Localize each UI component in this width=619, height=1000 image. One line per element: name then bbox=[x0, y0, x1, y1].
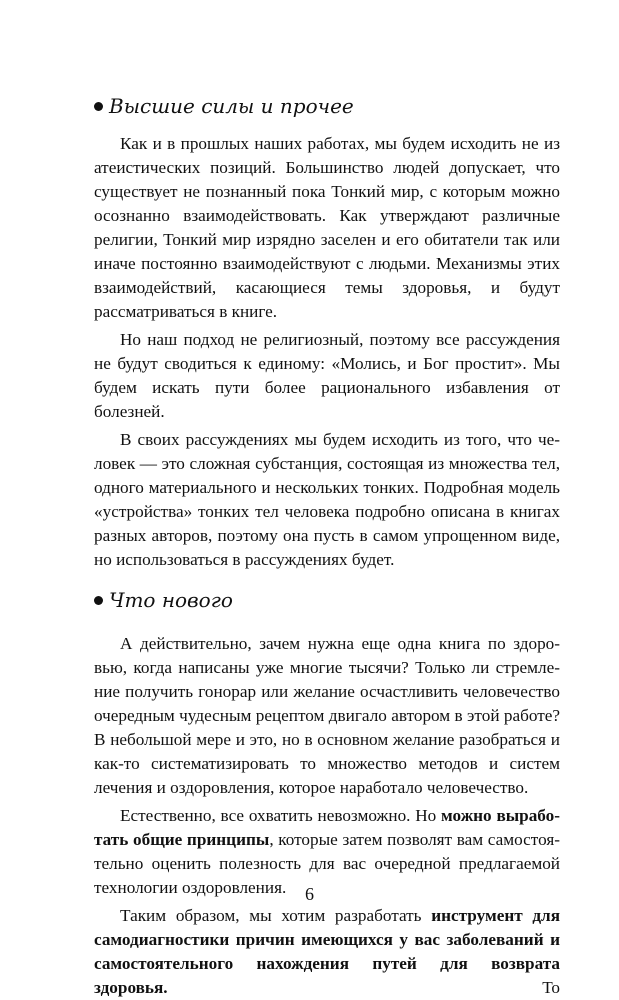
page-content bbox=[94, 92, 560, 1000]
section-heading-text: Высшие силы и прочее bbox=[109, 94, 354, 118]
paragraph bbox=[94, 904, 560, 1000]
paragraph: Как и в прошлых наших работах, мы будем исходить не из атеистических позиций. Большинство людей допускает, что существует не познанный пока Тонкий мир, с которым можно осознанно взаимодействовать. Как утверждают различные религии, Тонкий мир изрядно заселен и его обитатели так или иначе постоянно взаимодействуют с людьми. Механизмы этих взаимодействий, касающиеся темы здоровья, и будут рассматриваться в книге. bbox=[94, 134, 560, 321]
paragraph-text: Таким образом, мы хотим разработать bbox=[120, 906, 432, 925]
paragraph: В своих рассуждениях мы будем исходить из того, что человек — это сложная субстанция, состоящая из множества тел, одного материального и нескольких тонких. Подробная модель «устройства» тонких тел человека подробно описана в книгах разных авторов, поэтому она пусть в самом упрощенном виде, но использоваться в рассуждениях будет. bbox=[94, 430, 560, 569]
section-heading-higher-powers bbox=[94, 92, 560, 120]
paragraph: А действительно, зачем нужна еще одна книга по здоровью, когда написаны уже многие тысячи? Только ли стремление получить гонорар или желание осчастливить человечество очередным чудесным рецептом двигало автором в этой работе? В небольшой мере и это, но в основном желание разобраться и как-то систематизировать то множество методов и систем лечения и оздоровления, которое наработало человечество. bbox=[94, 634, 560, 797]
bold-phrase: инструмент для самодиагностики причин имеющихся у вас заболеваний и самостоятельного нахождения путей для возврата здоровья. bbox=[94, 906, 560, 997]
bold-phrase: можно выработать общие принципы bbox=[94, 806, 560, 849]
paragraph-text: , которые затем позволят вам самостоятельно оценить полезность для вас очередной предлагаемой технологии оздоровления. bbox=[94, 830, 560, 897]
paragraph-text: Естественно, все охватить невозможно. Но bbox=[120, 806, 442, 825]
bullet-icon bbox=[94, 102, 103, 111]
section-heading-text: Что нового bbox=[109, 588, 233, 612]
paragraph: Но наш подход не религиозный, поэтому все рассуждения не будут сводиться к единому: «Молись, и Бог простит». Мы будем искать пути более рационального избавления от болезней. bbox=[94, 330, 560, 421]
page-number: 6 bbox=[305, 884, 314, 904]
section-heading-whats-new bbox=[94, 586, 560, 614]
paragraph-text: То bbox=[167, 978, 560, 997]
bullet-icon bbox=[94, 596, 103, 605]
